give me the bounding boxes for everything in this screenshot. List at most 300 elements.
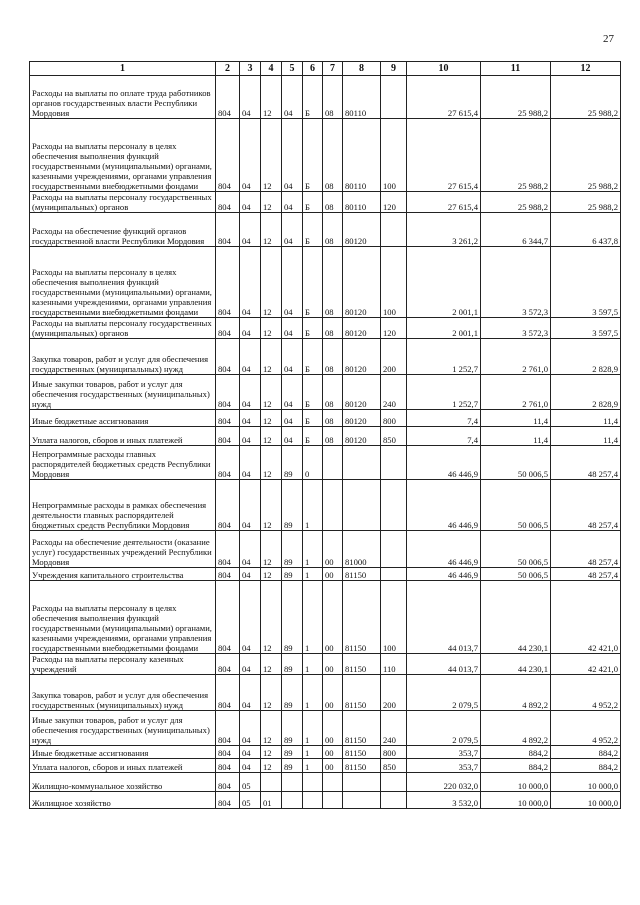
- column-header: 7: [323, 62, 343, 76]
- code-cell: 0: [303, 446, 323, 480]
- code-cell: 04: [282, 76, 303, 119]
- code-cell: 00: [323, 711, 343, 746]
- code-cell: 12: [261, 531, 282, 568]
- code-cell: 804: [216, 446, 240, 480]
- code-cell: 12: [261, 375, 282, 410]
- code-cell: 04: [240, 119, 261, 192]
- code-cell: 00: [323, 654, 343, 675]
- code-cell: 08: [323, 410, 343, 427]
- code-cell: 240: [381, 711, 407, 746]
- table-row: [30, 375, 621, 410]
- code-cell: 804: [216, 654, 240, 675]
- row-name: Расходы на выплаты персоналу казенных учреждений: [30, 654, 216, 675]
- amount-cell: 25 988,2: [481, 119, 551, 192]
- code-cell: 804: [216, 119, 240, 192]
- code-cell: 04: [282, 192, 303, 213]
- row-name: Расходы на выплаты персоналу в целях обеспечения выполнения функций государственными (муниципальными) органами, казенными учреждениями, органами управления государственными внебюджетными фондами: [30, 247, 216, 318]
- code-cell: 12: [261, 410, 282, 427]
- code-cell: 04: [240, 711, 261, 746]
- amount-cell: 2 828,9: [551, 375, 621, 410]
- amount-cell: 884,2: [551, 746, 621, 759]
- code-cell: 200: [381, 339, 407, 375]
- row-name: Закупка товаров, работ и услуг для обеспечения государственных (муниципальных) нужд: [30, 339, 216, 375]
- code-cell: 04: [240, 192, 261, 213]
- table-row: [30, 531, 621, 568]
- table-row: [30, 773, 621, 792]
- code-cell: 804: [216, 773, 240, 792]
- code-cell: 804: [216, 675, 240, 711]
- code-cell: Б: [303, 213, 323, 247]
- amount-cell: 10 000,0: [481, 792, 551, 809]
- code-cell: 12: [261, 339, 282, 375]
- code-cell: 1: [303, 675, 323, 711]
- code-cell: 804: [216, 480, 240, 531]
- code-cell: 1: [303, 711, 323, 746]
- code-cell: 89: [282, 581, 303, 654]
- row-name: Уплата налогов, сборов и иных платежей: [30, 759, 216, 773]
- amount-cell: 11,4: [551, 410, 621, 427]
- code-cell: 80120: [343, 375, 381, 410]
- code-cell: 100: [381, 247, 407, 318]
- code-cell: Б: [303, 427, 323, 446]
- code-cell: 12: [261, 711, 282, 746]
- table-row: [30, 119, 621, 192]
- code-cell: 08: [323, 76, 343, 119]
- amount-cell: 44 013,7: [407, 581, 481, 654]
- code-cell: 12: [261, 318, 282, 339]
- amount-cell: 46 446,9: [407, 446, 481, 480]
- code-cell: 804: [216, 247, 240, 318]
- code-cell: 08: [323, 427, 343, 446]
- code-cell: 04: [282, 247, 303, 318]
- code-cell: 04: [282, 318, 303, 339]
- row-name: Расходы на выплаты персоналу в целях обеспечения выполнения функций государственными (муниципальными) органами, казенными учреждениями, органами управления государственными внебюджетными фондами: [30, 581, 216, 654]
- amount-cell: 4 952,2: [551, 675, 621, 711]
- code-cell: 80120: [343, 427, 381, 446]
- table-header-row: [30, 62, 621, 76]
- column-header: 12: [551, 62, 621, 76]
- code-cell: 12: [261, 427, 282, 446]
- code-cell: 80110: [343, 119, 381, 192]
- column-header: 8: [343, 62, 381, 76]
- code-cell: 05: [240, 773, 261, 792]
- code-cell: 08: [323, 339, 343, 375]
- amount-cell: 46 446,9: [407, 480, 481, 531]
- amount-cell: 884,2: [481, 746, 551, 759]
- table-row: [30, 318, 621, 339]
- row-name: Учреждения капитального строительства: [30, 568, 216, 581]
- code-cell: [343, 480, 381, 531]
- row-name: Уплата налогов, сборов и иных платежей: [30, 427, 216, 446]
- row-name: Расходы на обеспечение функций органов государственной власти Республики Мордовия: [30, 213, 216, 247]
- column-header: 2: [216, 62, 240, 76]
- code-cell: [261, 773, 282, 792]
- amount-cell: 2 079,5: [407, 711, 481, 746]
- amount-cell: 2 001,1: [407, 247, 481, 318]
- row-name: Иные бюджетные ассигнования: [30, 410, 216, 427]
- amount-cell: 2 761,0: [481, 375, 551, 410]
- column-header: 3: [240, 62, 261, 76]
- code-cell: 240: [381, 375, 407, 410]
- code-cell: 804: [216, 711, 240, 746]
- amount-cell: 44 013,7: [407, 654, 481, 675]
- code-cell: 81150: [343, 711, 381, 746]
- code-cell: 08: [323, 119, 343, 192]
- code-cell: 1: [303, 759, 323, 773]
- code-cell: 89: [282, 746, 303, 759]
- code-cell: 04: [282, 119, 303, 192]
- code-cell: 100: [381, 119, 407, 192]
- code-cell: [303, 792, 323, 809]
- amount-cell: 7,4: [407, 427, 481, 446]
- amount-cell: 2 828,9: [551, 339, 621, 375]
- code-cell: 804: [216, 339, 240, 375]
- amount-cell: 27 615,4: [407, 119, 481, 192]
- code-cell: 00: [323, 675, 343, 711]
- code-cell: 12: [261, 675, 282, 711]
- code-cell: 04: [240, 531, 261, 568]
- row-name: Расходы на обеспечение деятельности (оказание услуг) государственных учреждений Республики Мордовия: [30, 531, 216, 568]
- amount-cell: 48 257,4: [551, 480, 621, 531]
- amount-cell: 2 001,1: [407, 318, 481, 339]
- row-name: Жилищное хозяйство: [30, 792, 216, 809]
- code-cell: Б: [303, 119, 323, 192]
- amount-cell: 4 952,2: [551, 711, 621, 746]
- row-name: Непрограммные расходы в рамках обеспечения деятельности главных распорядителей бюджетных средств Республики Мордовия: [30, 480, 216, 531]
- code-cell: 04: [240, 568, 261, 581]
- amount-cell: 4 892,2: [481, 711, 551, 746]
- code-cell: 80110: [343, 76, 381, 119]
- table-row: [30, 581, 621, 654]
- code-cell: 81150: [343, 568, 381, 581]
- code-cell: 00: [323, 531, 343, 568]
- code-cell: 12: [261, 119, 282, 192]
- code-cell: 00: [323, 759, 343, 773]
- code-cell: 89: [282, 711, 303, 746]
- code-cell: [381, 792, 407, 809]
- amount-cell: 50 006,5: [481, 568, 551, 581]
- code-cell: 804: [216, 410, 240, 427]
- code-cell: 04: [240, 339, 261, 375]
- code-cell: [323, 480, 343, 531]
- code-cell: 89: [282, 759, 303, 773]
- amount-cell: 353,7: [407, 746, 481, 759]
- code-cell: 800: [381, 746, 407, 759]
- row-name: Жилищно-коммунальное хозяйство: [30, 773, 216, 792]
- code-cell: 89: [282, 480, 303, 531]
- amount-cell: 25 988,2: [481, 192, 551, 213]
- code-cell: [282, 773, 303, 792]
- code-cell: 12: [261, 213, 282, 247]
- code-cell: 1: [303, 654, 323, 675]
- code-cell: 81150: [343, 746, 381, 759]
- amount-cell: 50 006,5: [481, 531, 551, 568]
- code-cell: 804: [216, 318, 240, 339]
- code-cell: [381, 773, 407, 792]
- row-name: Непрограммные расходы главных распорядителей бюджетных средств Республики Мордовия: [30, 446, 216, 480]
- amount-cell: 50 006,5: [481, 480, 551, 531]
- amount-cell: 44 230,1: [481, 654, 551, 675]
- column-header: 4: [261, 62, 282, 76]
- amount-cell: 3 572,3: [481, 247, 551, 318]
- code-cell: 00: [323, 581, 343, 654]
- code-cell: 804: [216, 746, 240, 759]
- code-cell: 04: [240, 375, 261, 410]
- amount-cell: 11,4: [481, 410, 551, 427]
- code-cell: 04: [240, 675, 261, 711]
- code-cell: 04: [240, 427, 261, 446]
- amount-cell: 42 421,0: [551, 654, 621, 675]
- amount-cell: 3 572,3: [481, 318, 551, 339]
- code-cell: 804: [216, 568, 240, 581]
- code-cell: 00: [323, 568, 343, 581]
- code-cell: 804: [216, 792, 240, 809]
- code-cell: [381, 213, 407, 247]
- code-cell: 120: [381, 192, 407, 213]
- code-cell: 04: [240, 76, 261, 119]
- code-cell: 12: [261, 247, 282, 318]
- code-cell: 80120: [343, 318, 381, 339]
- amount-cell: 25 988,2: [551, 192, 621, 213]
- table-row: [30, 410, 621, 427]
- code-cell: 1: [303, 531, 323, 568]
- code-cell: 04: [282, 213, 303, 247]
- code-cell: 04: [282, 339, 303, 375]
- code-cell: 81150: [343, 581, 381, 654]
- code-cell: 89: [282, 446, 303, 480]
- amount-cell: 50 006,5: [481, 446, 551, 480]
- code-cell: 81150: [343, 759, 381, 773]
- row-name: Расходы на выплаты по оплате труда работников органов государственных власти Республики Мордовия: [30, 76, 216, 119]
- amount-cell: 48 257,4: [551, 568, 621, 581]
- code-cell: 12: [261, 746, 282, 759]
- code-cell: 04: [240, 480, 261, 531]
- code-cell: [381, 568, 407, 581]
- code-cell: 120: [381, 318, 407, 339]
- code-cell: 850: [381, 759, 407, 773]
- table-row: [30, 339, 621, 375]
- code-cell: 80120: [343, 339, 381, 375]
- table-row: [30, 247, 621, 318]
- amount-cell: 2 761,0: [481, 339, 551, 375]
- code-cell: 80110: [343, 192, 381, 213]
- amount-cell: 220 032,0: [407, 773, 481, 792]
- code-cell: [343, 773, 381, 792]
- code-cell: 850: [381, 427, 407, 446]
- code-cell: 08: [323, 375, 343, 410]
- table-row: [30, 213, 621, 247]
- code-cell: 04: [240, 446, 261, 480]
- code-cell: [282, 792, 303, 809]
- amount-cell: 884,2: [481, 759, 551, 773]
- code-cell: 00: [323, 746, 343, 759]
- code-cell: Б: [303, 76, 323, 119]
- code-cell: 08: [323, 213, 343, 247]
- code-cell: 804: [216, 759, 240, 773]
- amount-cell: 44 230,1: [481, 581, 551, 654]
- code-cell: [303, 773, 323, 792]
- code-cell: Б: [303, 375, 323, 410]
- amount-cell: 7,4: [407, 410, 481, 427]
- amount-cell: 1 252,7: [407, 339, 481, 375]
- code-cell: [343, 792, 381, 809]
- budget-table: [29, 61, 621, 809]
- table-row: [30, 568, 621, 581]
- column-header: 9: [381, 62, 407, 76]
- code-cell: 804: [216, 375, 240, 410]
- table-row: [30, 654, 621, 675]
- page-number: 27: [603, 33, 614, 45]
- code-cell: 89: [282, 531, 303, 568]
- code-cell: 80120: [343, 213, 381, 247]
- code-cell: [381, 531, 407, 568]
- column-header: 1: [30, 62, 216, 76]
- amount-cell: 48 257,4: [551, 446, 621, 480]
- code-cell: 89: [282, 675, 303, 711]
- code-cell: 04: [282, 410, 303, 427]
- code-cell: 04: [240, 746, 261, 759]
- amount-cell: 48 257,4: [551, 531, 621, 568]
- code-cell: [381, 480, 407, 531]
- code-cell: [323, 446, 343, 480]
- table-row: [30, 711, 621, 746]
- code-cell: 04: [240, 654, 261, 675]
- table-row: [30, 675, 621, 711]
- code-cell: 800: [381, 410, 407, 427]
- code-cell: 12: [261, 76, 282, 119]
- code-cell: 200: [381, 675, 407, 711]
- code-cell: 1: [303, 568, 323, 581]
- code-cell: 12: [261, 568, 282, 581]
- amount-cell: 4 892,2: [481, 675, 551, 711]
- row-name: Иные закупки товаров, работ и услуг для обеспечения государственных (муниципальных) нужд: [30, 375, 216, 410]
- table-row: [30, 427, 621, 446]
- amount-cell: 353,7: [407, 759, 481, 773]
- amount-cell: 25 988,2: [551, 76, 621, 119]
- amount-cell: 25 988,2: [551, 119, 621, 192]
- column-header: 10: [407, 62, 481, 76]
- amount-cell: 11,4: [481, 427, 551, 446]
- code-cell: 80120: [343, 410, 381, 427]
- code-cell: 08: [323, 192, 343, 213]
- code-cell: 804: [216, 581, 240, 654]
- code-cell: [381, 446, 407, 480]
- code-cell: Б: [303, 247, 323, 318]
- amount-cell: 3 532,0: [407, 792, 481, 809]
- amount-cell: 10 000,0: [481, 773, 551, 792]
- column-header: 5: [282, 62, 303, 76]
- table-row: [30, 192, 621, 213]
- table-row: [30, 792, 621, 809]
- code-cell: 04: [282, 375, 303, 410]
- amount-cell: 6 344,7: [481, 213, 551, 247]
- code-cell: 04: [240, 581, 261, 654]
- amount-cell: 27 615,4: [407, 192, 481, 213]
- table-row: [30, 76, 621, 119]
- code-cell: 04: [240, 410, 261, 427]
- amount-cell: 46 446,9: [407, 531, 481, 568]
- code-cell: Б: [303, 410, 323, 427]
- code-cell: [381, 76, 407, 119]
- code-cell: Б: [303, 339, 323, 375]
- code-cell: 12: [261, 446, 282, 480]
- amount-cell: 11,4: [551, 427, 621, 446]
- code-cell: 81000: [343, 531, 381, 568]
- column-header: 6: [303, 62, 323, 76]
- amount-cell: 3 261,2: [407, 213, 481, 247]
- code-cell: 04: [240, 213, 261, 247]
- amount-cell: 25 988,2: [481, 76, 551, 119]
- code-cell: 804: [216, 192, 240, 213]
- column-header: 11: [481, 62, 551, 76]
- code-cell: 12: [261, 654, 282, 675]
- row-name: Закупка товаров, работ и услуг для обеспечения государственных (муниципальных) нужд: [30, 675, 216, 711]
- code-cell: 80120: [343, 247, 381, 318]
- amount-cell: 2 079,5: [407, 675, 481, 711]
- amount-cell: 27 615,4: [407, 76, 481, 119]
- code-cell: 04: [240, 318, 261, 339]
- code-cell: 04: [282, 427, 303, 446]
- amount-cell: 1 252,7: [407, 375, 481, 410]
- amount-cell: 10 000,0: [551, 792, 621, 809]
- table-row: [30, 480, 621, 531]
- code-cell: 12: [261, 581, 282, 654]
- code-cell: 81150: [343, 654, 381, 675]
- amount-cell: 10 000,0: [551, 773, 621, 792]
- amount-cell: 46 446,9: [407, 568, 481, 581]
- amount-cell: 42 421,0: [551, 581, 621, 654]
- code-cell: 1: [303, 581, 323, 654]
- code-cell: Б: [303, 192, 323, 213]
- code-cell: [323, 792, 343, 809]
- code-cell: 1: [303, 480, 323, 531]
- code-cell: 12: [261, 192, 282, 213]
- amount-cell: 884,2: [551, 759, 621, 773]
- amount-cell: 6 437,8: [551, 213, 621, 247]
- table-row: [30, 446, 621, 480]
- row-name: Расходы на выплаты персоналу государственных (муниципальных) органов: [30, 192, 216, 213]
- code-cell: [323, 773, 343, 792]
- row-name: Расходы на выплаты персоналу государственных (муниципальных) органов: [30, 318, 216, 339]
- code-cell: 05: [240, 792, 261, 809]
- amount-cell: 3 597,5: [551, 318, 621, 339]
- code-cell: 804: [216, 76, 240, 119]
- code-cell: 12: [261, 759, 282, 773]
- code-cell: [343, 446, 381, 480]
- code-cell: 08: [323, 247, 343, 318]
- code-cell: 04: [240, 759, 261, 773]
- code-cell: 110: [381, 654, 407, 675]
- code-cell: 804: [216, 427, 240, 446]
- code-cell: 08: [323, 318, 343, 339]
- amount-cell: 3 597,5: [551, 247, 621, 318]
- table-row: [30, 759, 621, 773]
- code-cell: 04: [240, 247, 261, 318]
- table-row: [30, 746, 621, 759]
- code-cell: 89: [282, 654, 303, 675]
- code-cell: 12: [261, 480, 282, 531]
- row-name: Иные бюджетные ассигнования: [30, 746, 216, 759]
- code-cell: 1: [303, 746, 323, 759]
- code-cell: Б: [303, 318, 323, 339]
- code-cell: 804: [216, 213, 240, 247]
- table-body: [30, 76, 621, 809]
- code-cell: 100: [381, 581, 407, 654]
- code-cell: 89: [282, 568, 303, 581]
- code-cell: 804: [216, 531, 240, 568]
- code-cell: 81150: [343, 675, 381, 711]
- code-cell: 01: [261, 792, 282, 809]
